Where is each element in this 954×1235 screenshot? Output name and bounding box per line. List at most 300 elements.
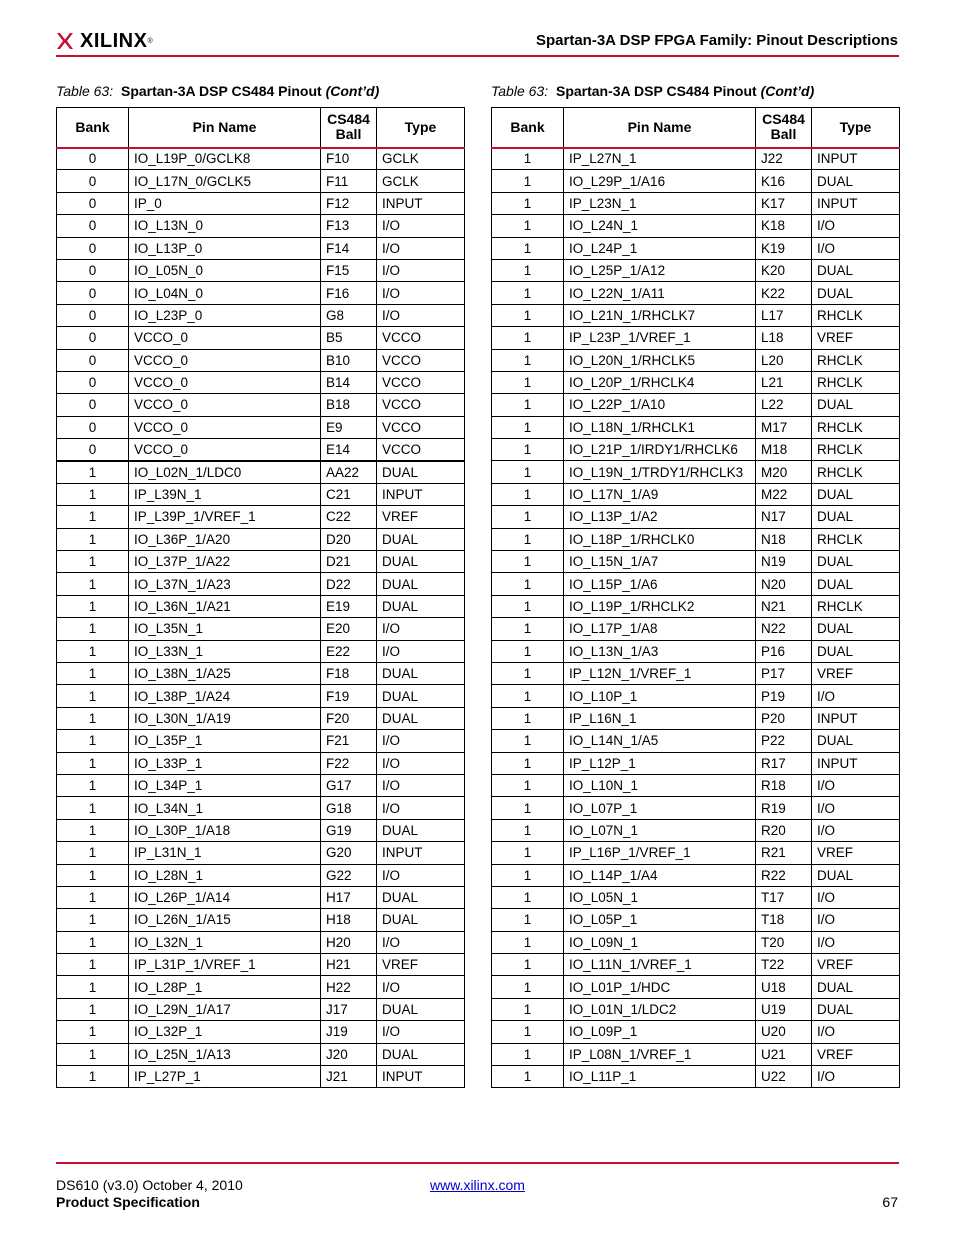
ball-cell: G8: [321, 304, 377, 326]
ball-cell: B5: [321, 327, 377, 349]
bank-cell: 1: [492, 707, 564, 729]
ball-cell: R17: [756, 752, 812, 774]
ball-cell: K20: [756, 259, 812, 281]
table-row: [57, 148, 465, 170]
bank-cell: 1: [492, 327, 564, 349]
table-row: [57, 327, 465, 349]
table-row: [57, 461, 465, 483]
pin-name-cell: IO_L24N_1: [564, 215, 756, 237]
ball-cell: G17: [321, 774, 377, 796]
type-cell: DUAL: [812, 394, 900, 416]
pin-name-cell: IO_L11P_1: [564, 1066, 756, 1088]
table-row: [492, 931, 900, 953]
table-row: [492, 1043, 900, 1065]
pin-name-cell: VCCO_0: [129, 439, 321, 461]
pin-name-cell: IO_L36N_1/A21: [129, 595, 321, 617]
ball-cell: F19: [321, 685, 377, 707]
bank-cell: 1: [492, 998, 564, 1020]
type-cell: RHCLK: [812, 304, 900, 326]
bank-cell: 1: [492, 416, 564, 438]
pin-name-cell: IO_L21P_1/IRDY1/RHCLK6: [564, 439, 756, 461]
bank-cell: 1: [492, 1021, 564, 1043]
table-row: [57, 237, 465, 259]
pin-name-cell: VCCO_0: [129, 349, 321, 371]
caption-title: Spartan-3A DSP CS484 Pinout: [120, 83, 322, 99]
type-cell: I/O: [812, 886, 900, 908]
bank-cell: 1: [57, 1066, 129, 1088]
pin-name-cell: IO_L22N_1/A11: [564, 282, 756, 304]
caption-title: Spartan-3A DSP CS484 Pinout: [555, 83, 757, 99]
ball-cell: M18: [756, 439, 812, 461]
ball-cell: N20: [756, 573, 812, 595]
pin-name-cell: IO_L13P_0: [129, 237, 321, 259]
pin-name-cell: IO_L19P_0/GCLK8: [129, 148, 321, 170]
type-cell: VREF: [812, 954, 900, 976]
ball-cell: U18: [756, 976, 812, 998]
pin-name-cell: IP_L39N_1: [129, 483, 321, 505]
bank-cell: 1: [492, 528, 564, 550]
ball-cell: J20: [321, 1043, 377, 1065]
type-cell: DUAL: [377, 1043, 465, 1065]
ball-cell: K17: [756, 192, 812, 214]
type-cell: DUAL: [812, 282, 900, 304]
type-cell: I/O: [812, 819, 900, 841]
table-row: [57, 1066, 465, 1088]
type-cell: DUAL: [812, 506, 900, 528]
type-cell: DUAL: [377, 819, 465, 841]
bank-cell: 1: [492, 954, 564, 976]
bank-cell: 1: [492, 1043, 564, 1065]
type-cell: I/O: [377, 931, 465, 953]
type-cell: RHCLK: [812, 528, 900, 550]
bank-cell: 1: [492, 864, 564, 886]
bank-cell: 1: [492, 461, 564, 483]
pin-name-cell: VCCO_0: [129, 327, 321, 349]
pin-name-cell: IO_L34P_1: [129, 774, 321, 796]
bank-cell: 1: [492, 170, 564, 192]
ball-cell: C21: [321, 483, 377, 505]
bank-cell: 1: [57, 1021, 129, 1043]
table-row: [492, 1021, 900, 1043]
ball-cell: H18: [321, 909, 377, 931]
table-row: [492, 573, 900, 595]
type-cell: DUAL: [812, 730, 900, 752]
ball-cell: K16: [756, 170, 812, 192]
ball-cell: E14: [321, 439, 377, 461]
ball-cell: T20: [756, 931, 812, 953]
pin-name-cell: IO_L25P_1/A12: [564, 259, 756, 281]
bank-cell: 1: [492, 573, 564, 595]
table-row: [57, 349, 465, 371]
ball-cell: F16: [321, 282, 377, 304]
bank-cell: 0: [57, 282, 129, 304]
pin-name-cell: IO_L13N_0: [129, 215, 321, 237]
table-row: [492, 730, 900, 752]
ball-cell: M17: [756, 416, 812, 438]
ball-cell: N19: [756, 551, 812, 573]
type-cell: INPUT: [377, 1066, 465, 1088]
pin-name-cell: VCCO_0: [129, 394, 321, 416]
table-row: [57, 282, 465, 304]
bank-cell: 1: [57, 886, 129, 908]
xilinx-logo: [56, 28, 153, 54]
type-cell: I/O: [377, 864, 465, 886]
bank-cell: 1: [57, 506, 129, 528]
bank-cell: 1: [492, 506, 564, 528]
type-cell: DUAL: [812, 573, 900, 595]
pin-name-cell: IO_L13N_1/A3: [564, 640, 756, 662]
pin-name-cell: IO_L35N_1: [129, 618, 321, 640]
bank-cell: 0: [57, 148, 129, 170]
ball-cell: E22: [321, 640, 377, 662]
pin-name-cell: IP_L08N_1/VREF_1: [564, 1043, 756, 1065]
pin-name-cell: IO_L09P_1: [564, 1021, 756, 1043]
type-cell: I/O: [377, 640, 465, 662]
pin-name-cell: IO_L10N_1: [564, 774, 756, 796]
table-row: [57, 976, 465, 998]
ball-cell: N17: [756, 506, 812, 528]
bank-cell: 0: [57, 416, 129, 438]
pin-name-cell: IO_L09N_1: [564, 931, 756, 953]
bank-cell: 0: [57, 394, 129, 416]
table-row: [57, 1021, 465, 1043]
pin-name-cell: IO_L23P_0: [129, 304, 321, 326]
bank-cell: 1: [492, 394, 564, 416]
type-cell: DUAL: [377, 595, 465, 617]
type-cell: DUAL: [377, 998, 465, 1020]
bank-cell: 1: [492, 819, 564, 841]
type-cell: I/O: [812, 797, 900, 819]
bank-cell: 1: [492, 685, 564, 707]
bank-cell: 1: [57, 998, 129, 1020]
table-row: [492, 259, 900, 281]
xilinx-mark-icon: [56, 32, 74, 50]
bank-cell: 1: [57, 595, 129, 617]
type-cell: DUAL: [812, 976, 900, 998]
table-row: [492, 170, 900, 192]
bank-cell: 1: [57, 864, 129, 886]
pin-name-cell: IO_L14P_1/A4: [564, 864, 756, 886]
ball-cell: F11: [321, 170, 377, 192]
type-cell: DUAL: [812, 483, 900, 505]
bank-cell: 1: [492, 886, 564, 908]
pin-name-cell: IP_L16P_1/VREF_1: [564, 842, 756, 864]
logo-trademark: ®: [147, 37, 153, 45]
table-row: [492, 237, 900, 259]
type-cell: DUAL: [812, 640, 900, 662]
pin-name-cell: IO_L37P_1/A22: [129, 551, 321, 573]
type-cell: I/O: [812, 774, 900, 796]
logo-text: XILINX: [80, 29, 148, 52]
bank-cell: 1: [492, 730, 564, 752]
ball-cell: P20: [756, 707, 812, 729]
ball-cell: M20: [756, 461, 812, 483]
bank-cell: 1: [57, 461, 129, 483]
pin-name-cell: IP_L27P_1: [129, 1066, 321, 1088]
type-cell: VREF: [812, 1043, 900, 1065]
pin-name-cell: IP_L31N_1: [129, 842, 321, 864]
type-cell: RHCLK: [812, 595, 900, 617]
ball-cell: F12: [321, 192, 377, 214]
ball-cell: C22: [321, 506, 377, 528]
ball-cell: B14: [321, 371, 377, 393]
pin-name-cell: IO_L29N_1/A17: [129, 998, 321, 1020]
type-cell: GCLK: [377, 170, 465, 192]
table-row: [492, 371, 900, 393]
type-cell: I/O: [812, 1066, 900, 1088]
type-cell: DUAL: [377, 662, 465, 684]
table-row: [57, 595, 465, 617]
pin-name-cell: IO_L19N_1/TRDY1/RHCLK3: [564, 461, 756, 483]
table-row: [492, 461, 900, 483]
type-cell: VCCO: [377, 371, 465, 393]
table-row: [57, 439, 465, 461]
pin-name-cell: IO_L30P_1/A18: [129, 819, 321, 841]
table-row: [492, 618, 900, 640]
pin-name-cell: IO_L05N_1: [564, 886, 756, 908]
table-row: [57, 931, 465, 953]
ball-cell: R20: [756, 819, 812, 841]
type-cell: I/O: [812, 685, 900, 707]
table-row: [57, 259, 465, 281]
ball-cell: F10: [321, 148, 377, 170]
bank-cell: 1: [492, 1066, 564, 1088]
type-cell: I/O: [377, 1021, 465, 1043]
pin-name-cell: IO_L17N_1/A9: [564, 483, 756, 505]
table-row: [57, 215, 465, 237]
column-header-type: Type: [377, 108, 465, 148]
ball-cell: D21: [321, 551, 377, 573]
pin-name-cell: IO_L05P_1: [564, 909, 756, 931]
table-row: [57, 954, 465, 976]
bank-cell: 1: [57, 483, 129, 505]
ball-cell: E20: [321, 618, 377, 640]
doc-id: DS610 (v3.0) October 4, 2010: [56, 1177, 243, 1193]
caption-number: Table 63:: [491, 83, 549, 99]
type-cell: INPUT: [377, 483, 465, 505]
ball-cell: M22: [756, 483, 812, 505]
type-cell: DUAL: [812, 551, 900, 573]
ball-cell: J22: [756, 148, 812, 170]
ball-cell: G22: [321, 864, 377, 886]
ball-cell: U20: [756, 1021, 812, 1043]
table-row: [492, 148, 900, 170]
type-cell: I/O: [377, 976, 465, 998]
ball-cell: R18: [756, 774, 812, 796]
table-row: [57, 797, 465, 819]
xilinx-website-link[interactable]: www.xilinx.com: [430, 1177, 525, 1193]
table-row: [57, 506, 465, 528]
ball-cell: R19: [756, 797, 812, 819]
table-row: [57, 662, 465, 684]
pin-name-cell: IO_L26N_1/A15: [129, 909, 321, 931]
bank-cell: 1: [57, 1043, 129, 1065]
ball-cell: F15: [321, 259, 377, 281]
doc-type: Product Specification: [56, 1194, 200, 1210]
bank-cell: 1: [492, 304, 564, 326]
ball-cell: B10: [321, 349, 377, 371]
type-cell: I/O: [377, 259, 465, 281]
column-header-pin-name: Pin Name: [564, 108, 756, 148]
pin-name-cell: IP_L23N_1: [564, 192, 756, 214]
caption-cont: (Cont’d): [325, 83, 380, 99]
ball-cell: B18: [321, 394, 377, 416]
pin-name-cell: IP_L27N_1: [564, 148, 756, 170]
page-number: 67: [882, 1194, 898, 1210]
type-cell: INPUT: [377, 842, 465, 864]
table-row: [57, 416, 465, 438]
pin-name-cell: IP_L12P_1: [564, 752, 756, 774]
ball-cell: K22: [756, 282, 812, 304]
pin-name-cell: IO_L30N_1/A19: [129, 707, 321, 729]
bank-cell: 1: [57, 640, 129, 662]
bank-cell: 1: [492, 192, 564, 214]
type-cell: VCCO: [377, 394, 465, 416]
ball-cell: L22: [756, 394, 812, 416]
ball-cell: L17: [756, 304, 812, 326]
bank-cell: 1: [57, 730, 129, 752]
ball-cell: E9: [321, 416, 377, 438]
table-row: [492, 662, 900, 684]
table-row: [57, 909, 465, 931]
pin-name-cell: IO_L18N_1/RHCLK1: [564, 416, 756, 438]
type-cell: DUAL: [377, 685, 465, 707]
pin-name-cell: IO_L29P_1/A16: [564, 170, 756, 192]
pin-name-cell: IP_L23P_1/VREF_1: [564, 327, 756, 349]
type-cell: I/O: [812, 909, 900, 931]
pin-name-cell: IO_L28N_1: [129, 864, 321, 886]
table-header-row: [57, 108, 465, 148]
right-table-caption: [491, 83, 814, 99]
ball-cell: K19: [756, 237, 812, 259]
ball-cell: T22: [756, 954, 812, 976]
type-cell: DUAL: [377, 707, 465, 729]
ball-cell: F18: [321, 662, 377, 684]
bank-cell: 0: [57, 371, 129, 393]
ball-cell: R22: [756, 864, 812, 886]
bank-cell: 1: [57, 774, 129, 796]
bank-cell: 0: [57, 439, 129, 461]
ball-cell: F14: [321, 237, 377, 259]
table-row: [57, 304, 465, 326]
bank-cell: 1: [492, 148, 564, 170]
bank-cell: 1: [57, 842, 129, 864]
ball-cell: G19: [321, 819, 377, 841]
table-row: [57, 685, 465, 707]
table-row: [492, 886, 900, 908]
pin-name-cell: IP_0: [129, 192, 321, 214]
bank-cell: 0: [57, 349, 129, 371]
table-row: [492, 349, 900, 371]
bank-cell: 1: [57, 707, 129, 729]
type-cell: VREF: [812, 327, 900, 349]
pin-name-cell: IO_L19P_1/RHCLK2: [564, 595, 756, 617]
type-cell: DUAL: [377, 909, 465, 931]
table-row: [492, 774, 900, 796]
table-row: [492, 707, 900, 729]
table-row: [492, 215, 900, 237]
bank-cell: 1: [492, 595, 564, 617]
table-row: [57, 371, 465, 393]
pin-name-cell: IO_L33P_1: [129, 752, 321, 774]
ball-cell: AA22: [321, 461, 377, 483]
bank-cell: 1: [492, 551, 564, 573]
pin-name-cell: IO_L10P_1: [564, 685, 756, 707]
ball-cell: U22: [756, 1066, 812, 1088]
bank-cell: 1: [57, 528, 129, 550]
table-row: [492, 483, 900, 505]
type-cell: DUAL: [377, 886, 465, 908]
header-divider: [56, 55, 899, 57]
type-cell: DUAL: [812, 618, 900, 640]
bank-cell: 1: [57, 685, 129, 707]
pin-name-cell: IO_L37N_1/A23: [129, 573, 321, 595]
pin-name-cell: IO_L05N_0: [129, 259, 321, 281]
type-cell: VCCO: [377, 349, 465, 371]
table-row: [492, 1066, 900, 1088]
type-cell: I/O: [812, 215, 900, 237]
type-cell: INPUT: [812, 752, 900, 774]
type-cell: VCCO: [377, 416, 465, 438]
table-row: [57, 394, 465, 416]
bank-cell: 1: [492, 259, 564, 281]
type-cell: I/O: [377, 752, 465, 774]
pin-name-cell: VCCO_0: [129, 371, 321, 393]
type-cell: VREF: [812, 842, 900, 864]
pin-name-cell: IP_L16N_1: [564, 707, 756, 729]
type-cell: DUAL: [377, 573, 465, 595]
table-row: [492, 304, 900, 326]
table-row: [492, 819, 900, 841]
type-cell: GCLK: [377, 148, 465, 170]
table-row: [492, 439, 900, 461]
left-table-caption: [56, 83, 379, 99]
table-row: [57, 707, 465, 729]
table-row: [492, 864, 900, 886]
type-cell: RHCLK: [812, 349, 900, 371]
table-row: [57, 483, 465, 505]
type-cell: RHCLK: [812, 416, 900, 438]
ball-cell: L21: [756, 371, 812, 393]
footer-doc-info: [56, 1177, 243, 1211]
bank-cell: 1: [492, 618, 564, 640]
ball-cell: H22: [321, 976, 377, 998]
ball-cell: J19: [321, 1021, 377, 1043]
table-row: [492, 416, 900, 438]
pin-name-cell: IO_L26P_1/A14: [129, 886, 321, 908]
bank-cell: 0: [57, 215, 129, 237]
table-row: [492, 327, 900, 349]
bank-cell: 1: [492, 774, 564, 796]
ball-cell: D20: [321, 528, 377, 550]
ball-cell: H21: [321, 954, 377, 976]
table-row: [57, 998, 465, 1020]
pin-name-cell: IO_L17N_0/GCLK5: [129, 170, 321, 192]
bank-cell: 0: [57, 304, 129, 326]
column-header-bank: Bank: [57, 108, 129, 148]
type-cell: DUAL: [812, 998, 900, 1020]
pin-name-cell: IO_L34N_1: [129, 797, 321, 819]
ball-cell: F13: [321, 215, 377, 237]
type-cell: I/O: [377, 730, 465, 752]
table-row: [492, 842, 900, 864]
bank-cell: 0: [57, 192, 129, 214]
bank-cell: 1: [57, 976, 129, 998]
bank-cell: 1: [492, 349, 564, 371]
type-cell: I/O: [812, 931, 900, 953]
ball-cell: J17: [321, 998, 377, 1020]
table-row: [492, 506, 900, 528]
